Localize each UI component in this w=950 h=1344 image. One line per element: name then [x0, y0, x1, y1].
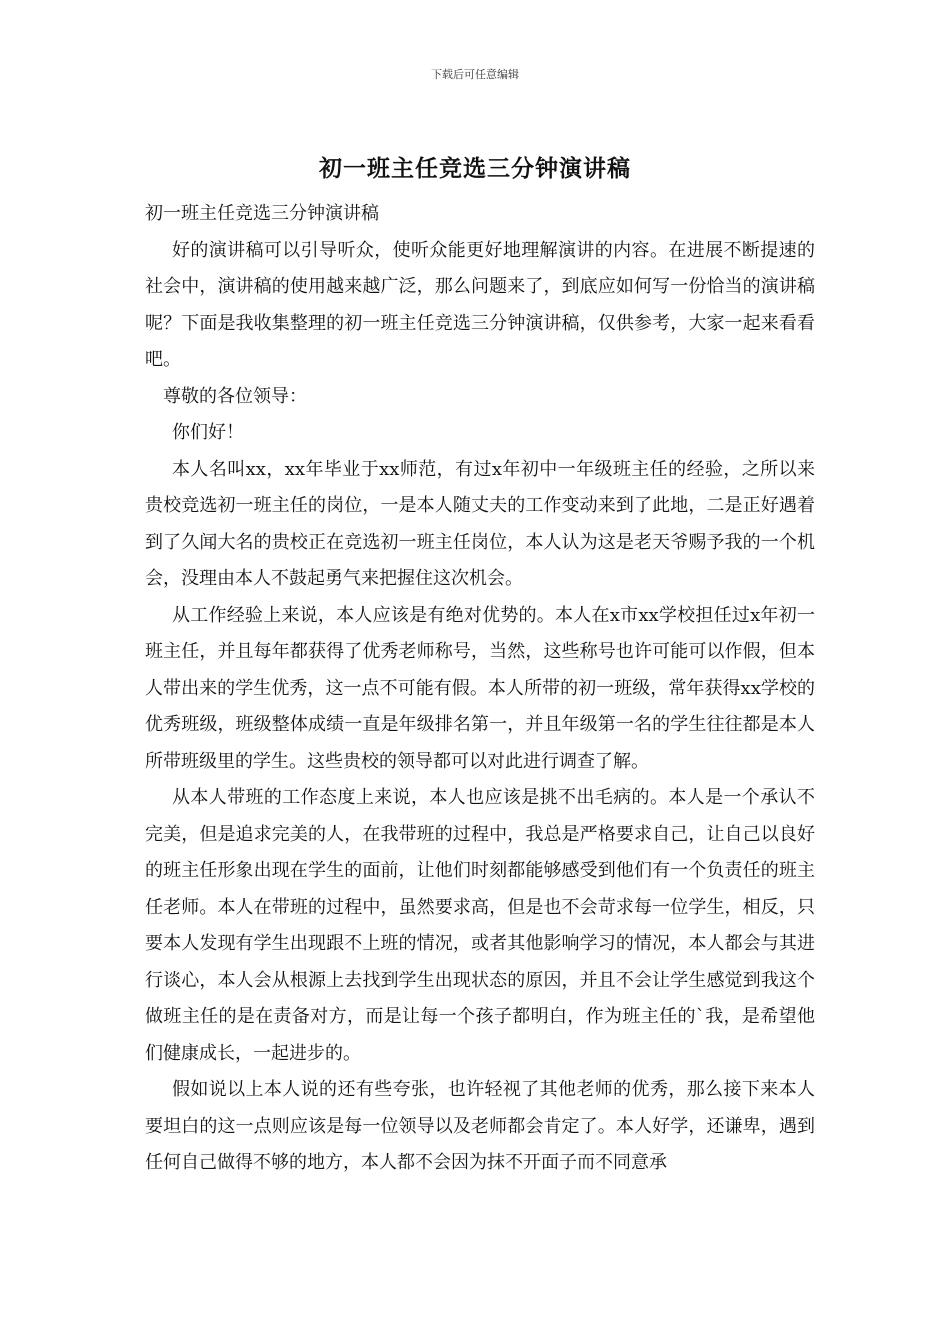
- header-note: 下载后可任意编辑: [431, 68, 519, 81]
- intro-paragraph: 好的演讲稿可以引导听众，使听众能更好地理解演讲的内容。在进展不断提速的社会中，演讲稿的使用越来越广泛，那么问题来了，到底应如何写一份恰当的演讲稿呢？下面是我收集整理的初一班主任竞选三分钟演讲稿，仅供参考，大家一起来看看吧。: [145, 239, 815, 370]
- body-paragraph: 从本人带班的工作态度上来说，本人也应该是挑不出毛病的。本人是一个承认不完美，但是追求完美的人，在我带班的过程中，我总是严格要求自己，让自己以良好的班主任形象出现在学生的面前，让他们时刻都能够感受到他们有一个负责任的班主任老师。本人在带班的过程中，虽然要求高，但是也不会苛求每一位学生，相反，只要本人发现有学生出现跟不上班的情况，或者其他影响学习的情况，本人都会与其进行谈心，本人会从根源上去找到学生出现状态的原因，并且不会让学生感觉到我这个做班主任的是在责备对方，而是让每一个孩子都明白，作为班主任的`我，是希望他们健康成长，一起进步的。: [145, 787, 815, 1064]
- document-title: 初一班主任竞选三分钟演讲稿: [319, 155, 631, 182]
- document-body: [145, 196, 815, 1182]
- body-paragraph: 从工作经验上来说，本人应该是有绝对优势的。本人在x市xx学校担任过x年初一班主任，并且每年都获得了优秀老师称号，当然，这些称号也许可能可以作假，但本人带出来的学生优秀，这一点不可能有假。本人所带的初一班级，常年获得xx学校的优秀班级，班级整体成绩一直是年级排名第一，并且年级第一名的学生往往都是本人所带班级里的学生。这些贵校的领导都可以对此进行调查了解。: [145, 604, 815, 772]
- salutation: 尊敬的各位领导：: [163, 385, 307, 407]
- document-subtitle: 初一班主任竞选三分钟演讲稿: [145, 203, 379, 224]
- body-paragraph: 本人名叫xx，xx年毕业于xx师范，有过x年初中一年级班主任的经验，之所以来贵校竞选初一班主任的岗位，一是本人随丈夫的工作变动来到了此地，二是正好遇着到了久闻大名的贵校正在竞选初一班主任岗位，本人认为这是老天爷赐予我的一个机会，没理由本人不鼓起勇气来把握住这次机会。: [145, 458, 815, 589]
- body-paragraph: 假如说以上本人说的还有些夸张，也许轻视了其他老师的优秀，那么接下来本人要坦白的这一点则应该是每一位领导以及老师都会肯定了。本人好学，还谦卑，遇到任何自己做得不够的地方，本人都不会因为抹不开面子而不同意承: [145, 1079, 815, 1173]
- greeting: 你们好！: [172, 422, 244, 443]
